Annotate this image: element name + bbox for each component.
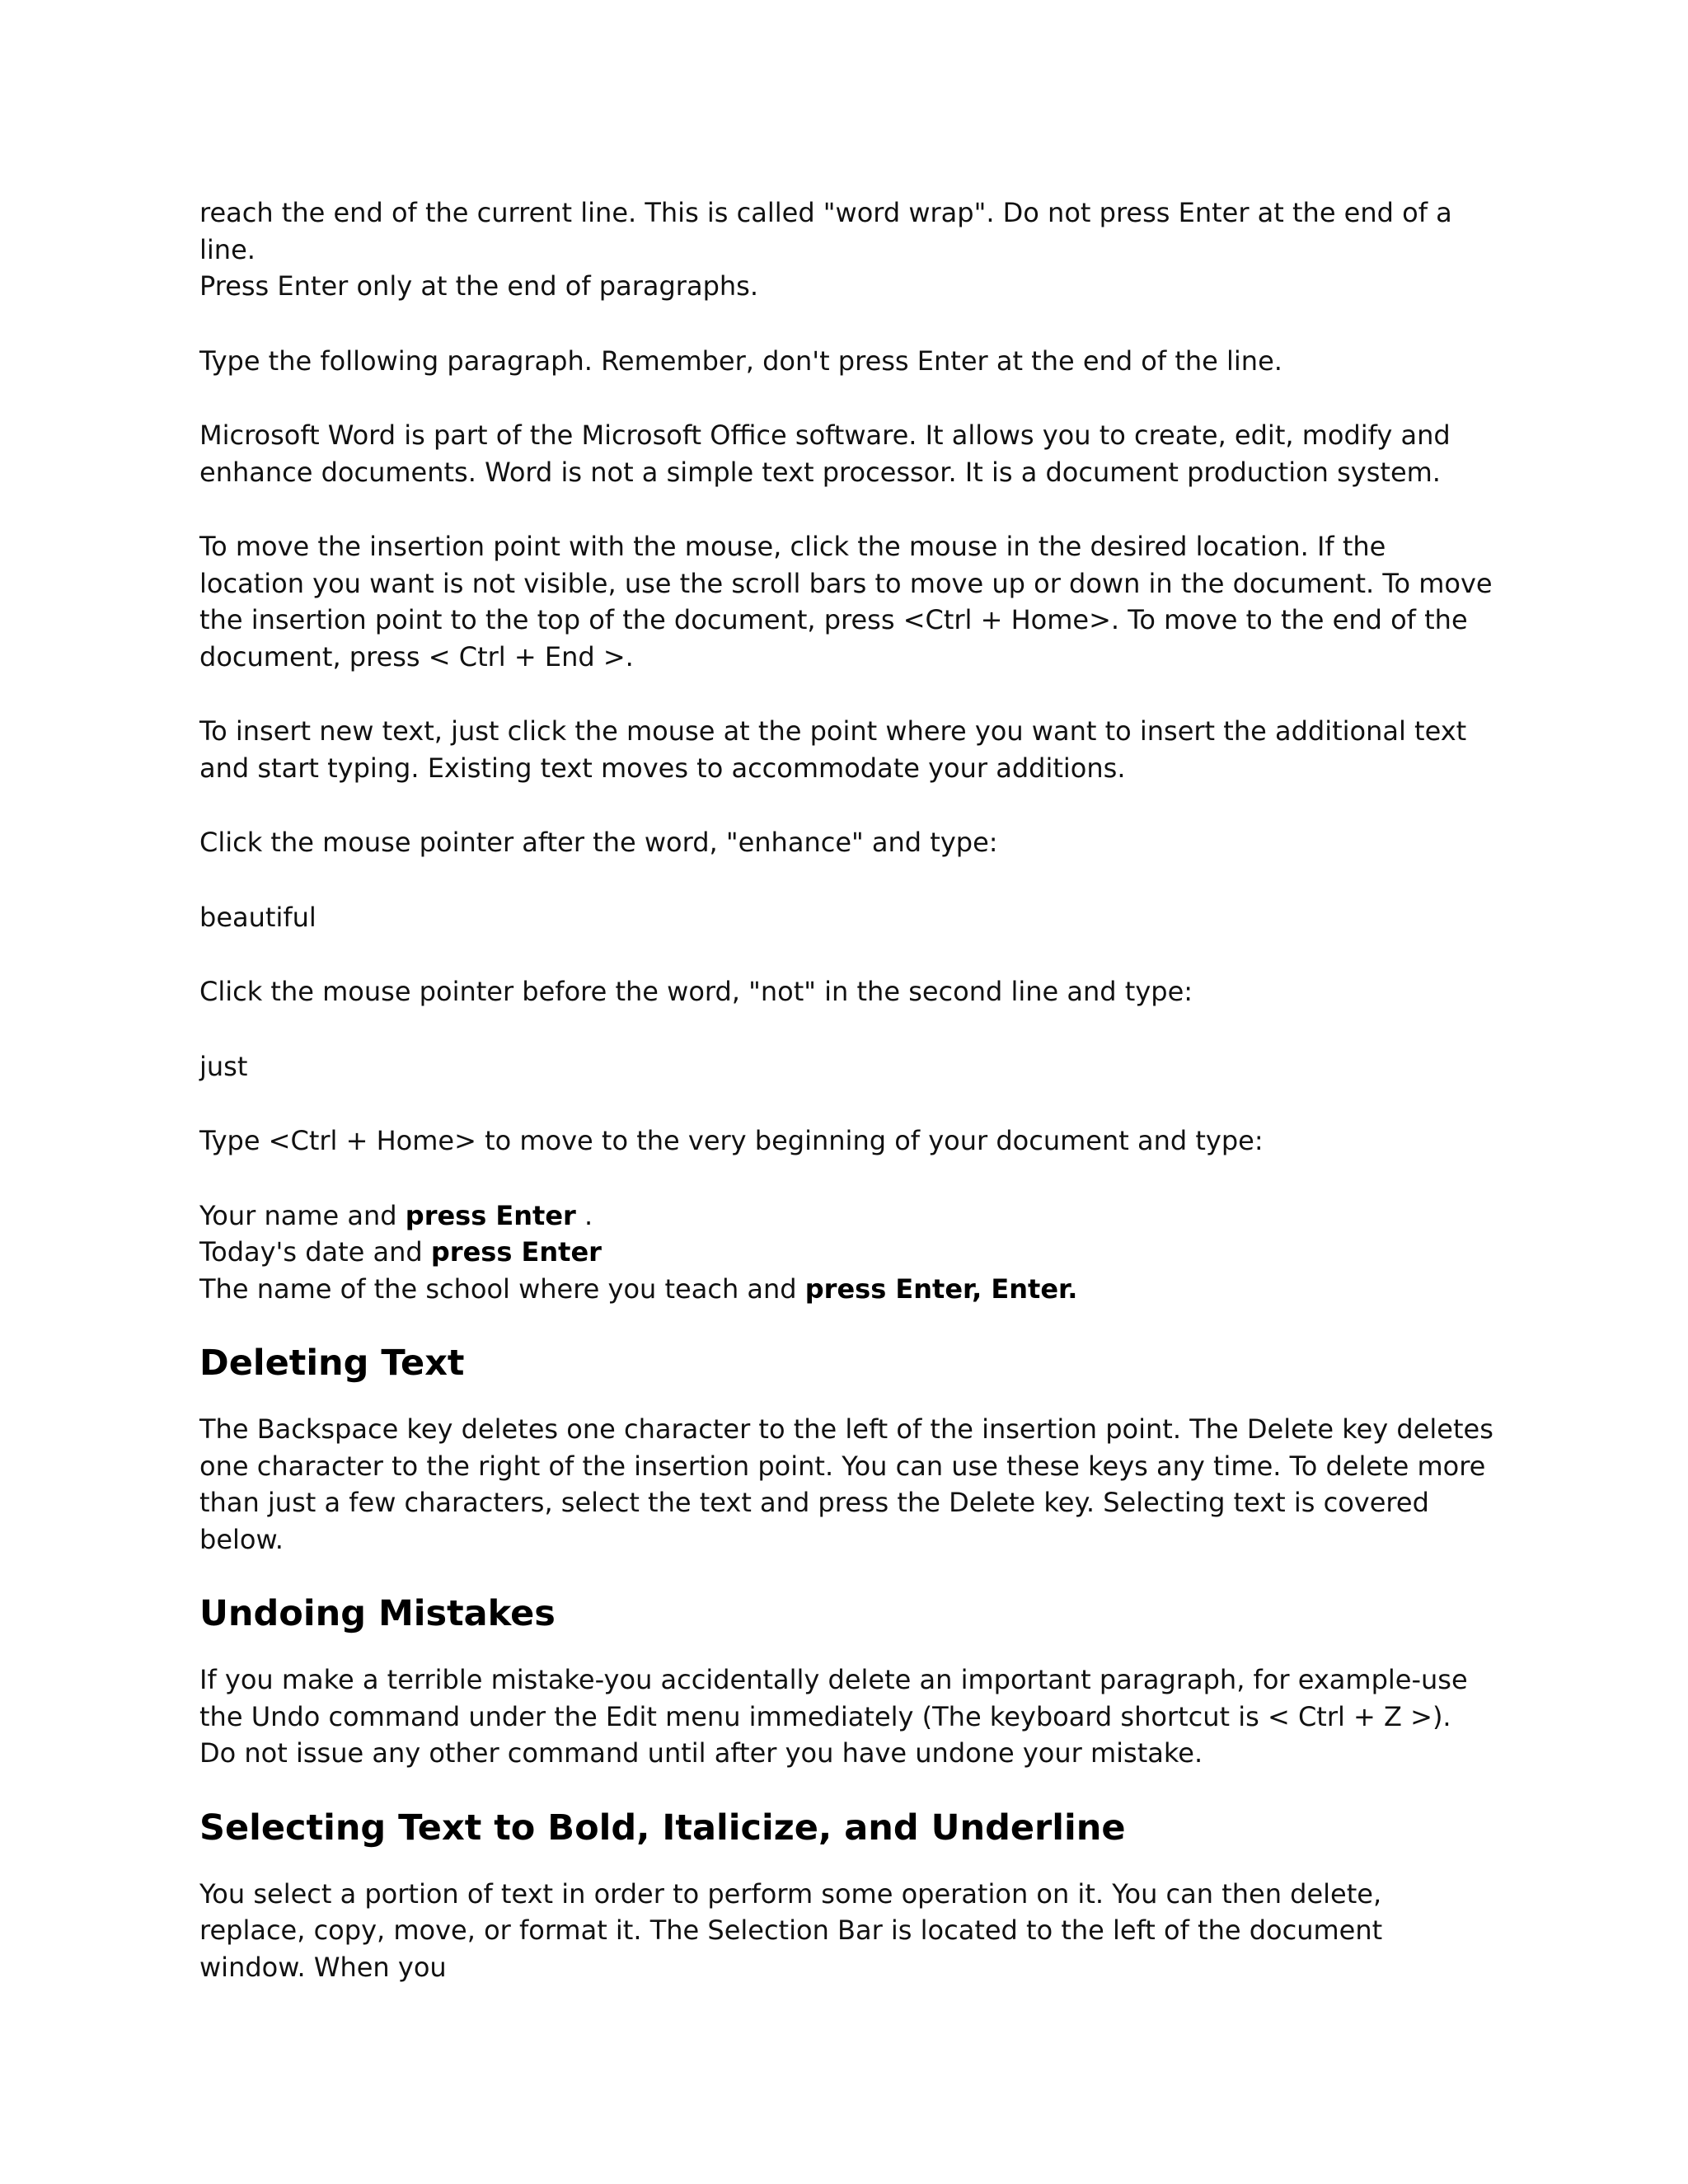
selecting-text-paragraph: You select a portion of text in order to perform some operation on it. You can then delete, replace, copy, move, or format it. The Selection Bar is located to the left of the document window. When you [199,1877,1383,1983]
undoing-mistakes-paragraph: If you make a terrible mistake-you accidentally delete an important paragraph, for example-use the Undo command under the Edit menu immediately (The keyboard shortcut is < Ctrl + Z >). Do not issue any other command until after you have undone your mistake. [199,1664,1468,1769]
entry-your-name [199,1197,1493,1235]
entry-todays-date [199,1234,1493,1271]
intro-line-1: reach the end of the current line. This is called "word wrap". Do not press Enter at the end of a line. [199,197,1452,265]
entry-suffix: . [575,1199,593,1231]
type-following-instruction: Type the following paragraph. Remember, don't press Enter at the end of the line. [199,344,1282,377]
entry-bold: press Enter [405,1199,576,1231]
practice-paragraph: Microsoft Word is part of the Microsoft Office software. It allows you to create, edit, modify and enhance documents. Word is not a simple text processor. It is a document production system. [199,419,1451,488]
intro-line-2: Press Enter only at the end of paragraphs. [199,270,758,302]
entry-school-name [199,1271,1493,1308]
heading-deleting-text: Deleting Text [199,1343,465,1384]
deleting-text-paragraph: The Backspace key deletes one character to the left of the insertion point. The Delete key deletes one character to the right of the insertion point. You can use these keys any time. To delete more than just a few characters, select the text and press the Delete key. Selecting text is covered below. [199,1413,1493,1555]
entries-list [199,1197,1493,1308]
word-beautiful: beautiful [199,901,316,933]
entry-text: Today's date and [199,1236,431,1268]
heading-undoing-mistakes: Undoing Mistakes [199,1593,556,1634]
insert-text-paragraph: To insert new text, just click the mouse at the point where you want to insert the additional text and start typing. Existing text moves to accommodate your additions. [199,715,1467,784]
entry-bold: press Enter, Enter. [804,1272,1078,1305]
click-enhance-instruction: Click the mouse pointer after the word, "enhance" and type: [199,827,998,858]
intro-paragraph [199,194,1493,305]
word-just: just [199,1050,248,1082]
click-not-instruction: Click the mouse pointer before the word, "not" in the second line and type: [199,976,1193,1007]
ctrl-home-instruction: Type <Ctrl + Home> to move to the very beginning of your document and type: [199,1125,1264,1156]
document-body [199,194,1493,1985]
entry-text: Your name and [199,1199,406,1231]
entry-text: The name of the school where you teach and [199,1272,805,1305]
move-insertion-paragraph: To move the insertion point with the mouse, click the mouse in the desired location. If the location you want is not visible, use the scroll bars to move up or down in the document. To move the insertion point to the top of the document, press <Ctrl + Home>. To move to the end of the document, press < Ctrl + End >. [199,531,1493,673]
heading-selecting-text: Selecting Text to Bold, Italicize, and Underline [199,1807,1126,1849]
entry-bold: press Enter [430,1236,602,1268]
